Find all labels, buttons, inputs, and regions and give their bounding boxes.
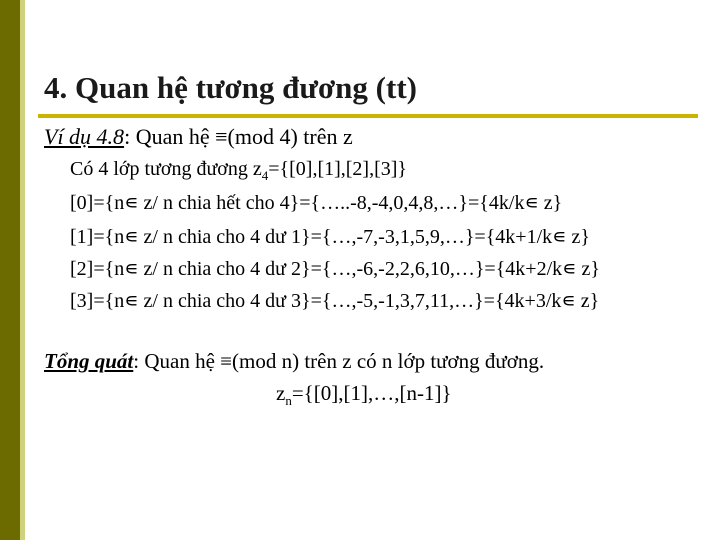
example-line: [44, 124, 353, 150]
example-text: Quan hệ ≡(mod 4) trên z: [130, 124, 353, 149]
class-line-0: [0]={n∊ z/ n chia hết cho 4}={…..-8,-4,0,4,8,…}={4k/k∊ z}: [70, 192, 563, 214]
class-line-2: [2]={n∊ z/ n chia cho 4 dư 2}={…,-6,-2,2,6,10,…}={4k+2/k∊ z}: [70, 258, 600, 280]
general-text: Quan hệ ≡(mod n) trên z có n lớp tương đương.: [139, 349, 545, 373]
classes-intro-suffix: ={[0],[1],[2],[3]}: [268, 158, 408, 180]
classes-intro-subscript: 4: [261, 168, 269, 183]
classes-intro-prefix: Có 4 lớp tương đương z: [70, 158, 262, 180]
classes-intro-line: [70, 156, 407, 189]
general-formula-prefix: z: [276, 381, 286, 405]
general-formula-suffix: ={[0],[1],…,[n-1]}: [291, 381, 452, 405]
general-label: Tổng quát: [44, 349, 134, 373]
sidebar-dark-stripe: [0, 0, 20, 540]
example-colon: :: [124, 124, 131, 149]
general-colon: :: [133, 349, 140, 373]
sidebar-light-stripe: [20, 0, 25, 540]
slide-title: 4. Quan hệ tương đương (tt): [44, 70, 417, 105]
general-line: [44, 348, 544, 374]
general-formula-subscript: n: [285, 393, 292, 408]
class-line-3: [3]={n∊ z/ n chia cho 4 dư 3}={…,-5,-1,3,7,11,…}={4k+3/k∊ z}: [70, 290, 600, 312]
title-underline-rule: [38, 114, 698, 118]
example-label: Ví dụ 4.8: [44, 124, 125, 149]
general-formula: [276, 380, 452, 414]
class-line-1: [1]={n∊ z/ n chia cho 4 dư 1}={…,-7,-3,1,5,9,…}={4k+1/k∊ z}: [70, 226, 590, 248]
